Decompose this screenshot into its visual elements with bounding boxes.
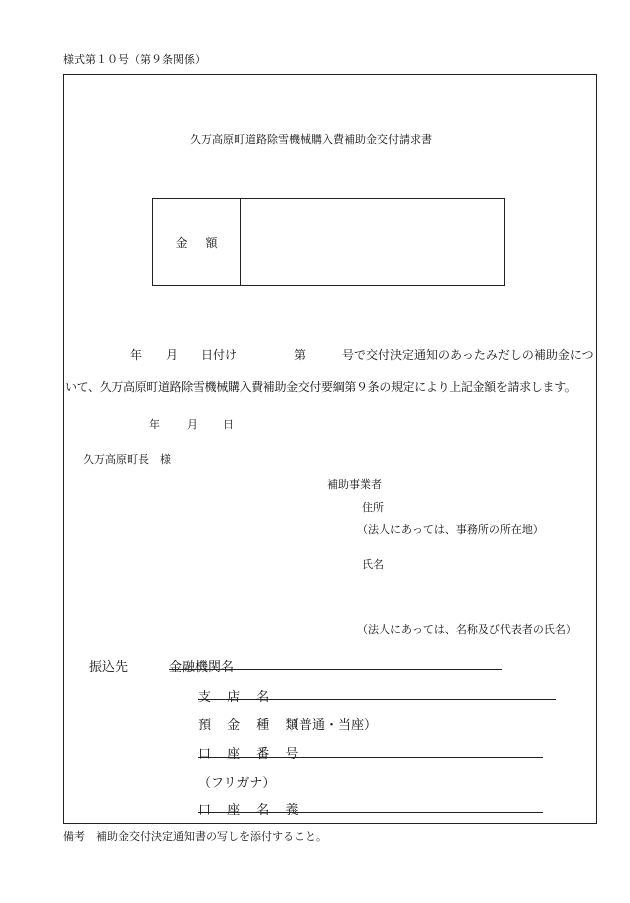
body-year: 年 <box>130 348 143 362</box>
form-title: 久万高原町道路除雪機械購入費補助金交付請求書 <box>190 133 432 146</box>
amount-table <box>152 198 505 286</box>
branch-label: 支 店 名 <box>198 690 276 705</box>
account-number-label: 口 座 番 号 <box>198 747 305 762</box>
furigana-label: （フリガナ） <box>198 776 276 791</box>
body-line2: いて、久万高原町道路除雪機械購入費補助金交付要綱第９条の規定により上記金額を請求します。 <box>65 380 577 394</box>
remarks-note: 備考 補助金交付決定通知書の写しを添付すること。 <box>63 830 327 843</box>
account-number-field[interactable] <box>198 757 543 758</box>
account-type-label: 預 金 種 類 <box>198 718 305 733</box>
bank-name-field[interactable] <box>169 669 502 670</box>
amount-value-field[interactable] <box>241 199 504 285</box>
account-type-options: （普通・当座） <box>286 718 378 733</box>
date-day: 日 <box>223 418 234 431</box>
account-name-field[interactable] <box>198 812 543 813</box>
form-frame <box>63 74 597 824</box>
form-number: 様式第１０号（第９条関係） <box>63 53 206 66</box>
account-name-label: 口 座 名 義 <box>198 803 305 818</box>
body-no-prefix: 第 <box>294 348 307 362</box>
body-dated: 日付け <box>201 348 238 362</box>
body-line1-suffix: 号で交付決定通知のあったみだしの補助金につ <box>342 348 594 362</box>
address-note: （法人にあっては、事務所の所在地） <box>357 523 544 536</box>
addressee: 久万高原町長 様 <box>83 453 171 466</box>
bank-name-label: 金融機関名 <box>169 660 235 675</box>
address-label: 住所 <box>362 501 384 514</box>
date-month: 月 <box>187 418 198 431</box>
transfer-heading: 振込先 <box>89 660 129 675</box>
date-year: 年 <box>149 418 160 431</box>
applicant-heading: 補助事業者 <box>327 478 382 491</box>
body-month: 月 <box>166 348 179 362</box>
name-label: 氏名 <box>362 558 384 571</box>
name-note: （法人にあっては、名称及び代表者の氏名） <box>357 623 577 636</box>
amount-label: 金額 <box>153 199 241 285</box>
branch-field[interactable] <box>198 699 556 700</box>
